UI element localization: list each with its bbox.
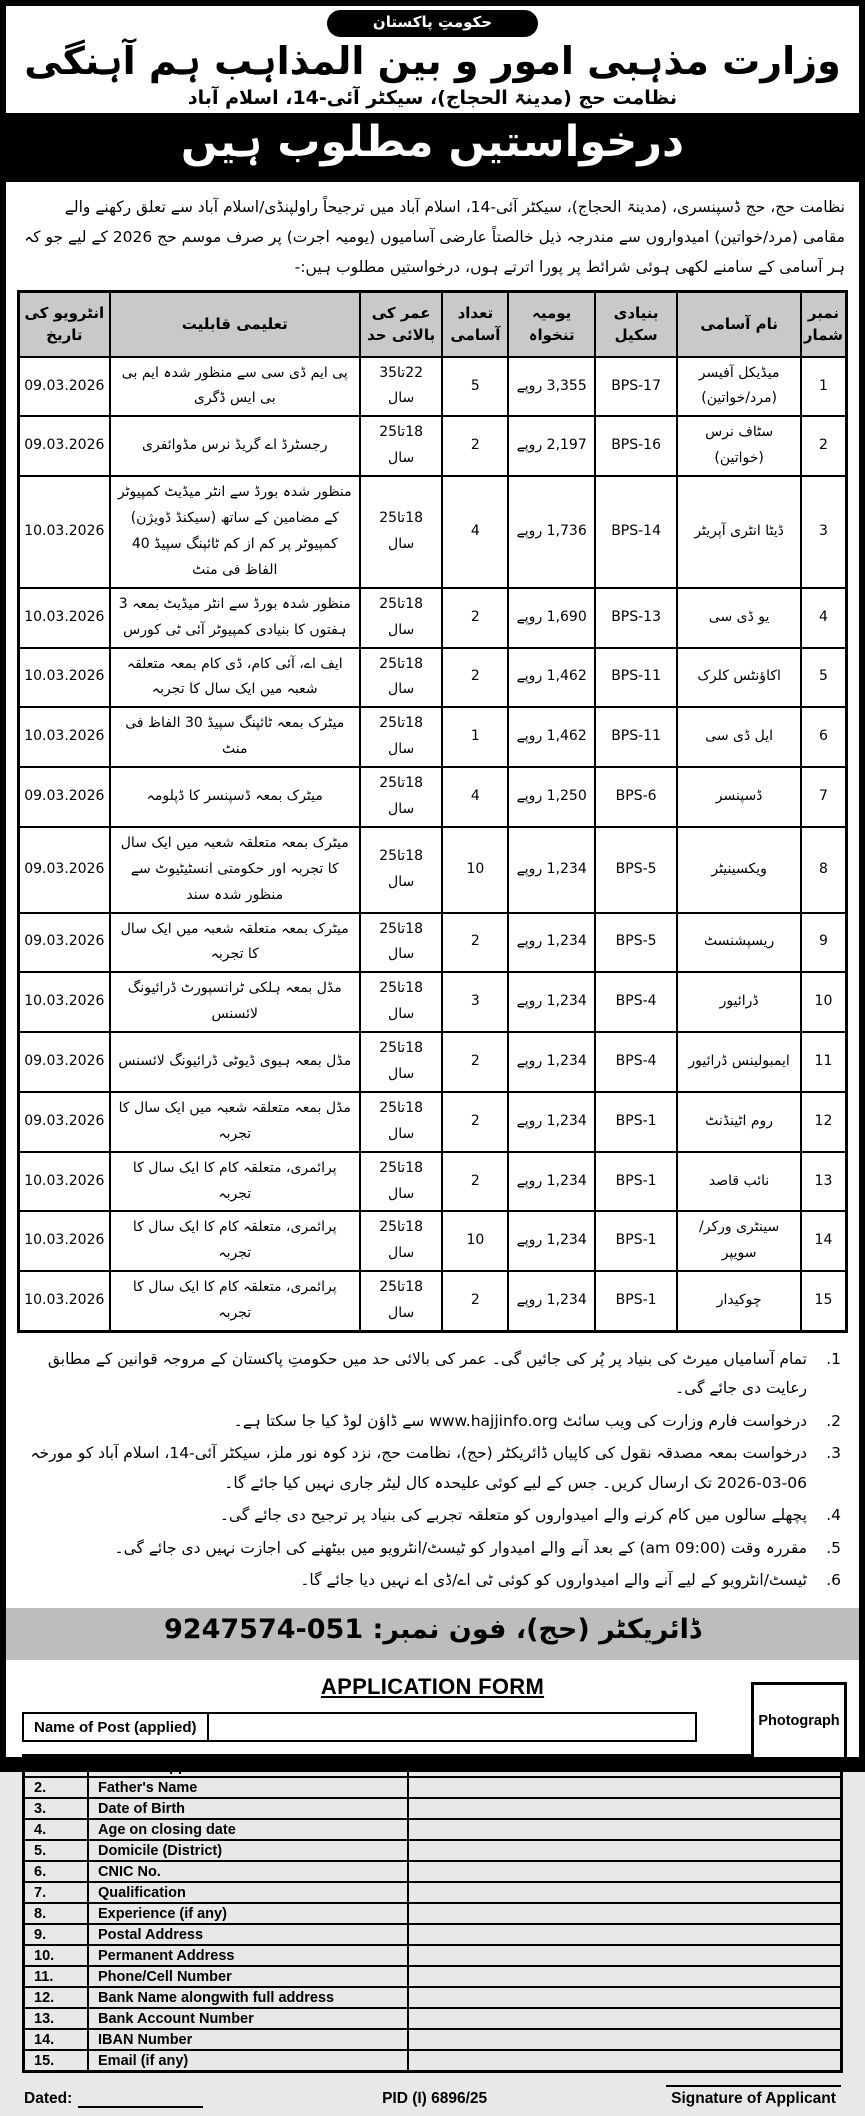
job-interview-date-cell: 10.03.2026 <box>19 707 110 767</box>
field-label: IBAN Number <box>88 2029 408 2050</box>
job-post-count-cell: 3 <box>442 972 508 1032</box>
job-qualification-cell: میٹرک بمعہ متعلقہ شعبہ میں ایک سال کا تجربہ اور حکومتی انسٹیٹیوٹ سے منظور شدہ سند <box>110 827 360 913</box>
form-field-row <box>24 1819 842 1840</box>
field-blank-value <box>408 1987 842 2008</box>
job-post-name-cell: ریسپشنسٹ <box>677 913 801 973</box>
note-text: درخواست فارم وزارت کی ویب سائٹ www.hajjinfo.org سے ڈاؤن لوڈ کیا جا سکتا ہے۔ <box>233 1411 807 1430</box>
job-basic-scale-cell: BPS-1 <box>595 1152 677 1212</box>
job-age-limit-cell: 18تا25 سال <box>360 1032 442 1092</box>
govt-pakistan-badge: حکومتِ پاکستان <box>327 10 538 37</box>
job-interview-date-cell: 10.03.2026 <box>19 588 110 648</box>
job-qualification-cell: مڈل بمعہ ہیوی ڈیوٹی ڈرائیونگ لائسنس <box>110 1032 360 1092</box>
job-serial-cell: 13 <box>801 1152 847 1212</box>
job-qualification-cell: پی ایم ڈی سی سے منظور شدہ ایم بی بی ایس ڈگری <box>110 357 360 417</box>
col-header-interview-date: انٹرویو کی تاریخ <box>19 291 110 357</box>
note-number: 5. <box>826 1538 841 1557</box>
field-number: 15. <box>24 2050 89 2072</box>
job-basic-scale-cell: BPS-11 <box>595 707 677 767</box>
col-header-post-name: نام آسامی <box>677 291 801 357</box>
field-number: 13. <box>24 2008 89 2029</box>
note-text: پچھلے سالوں میں کام کرنے والے امیدواروں کو متعلقہ تجربے کی بنیاد پر ترجیح دی جائے گی۔ <box>219 1506 807 1525</box>
form-field-row <box>24 2008 842 2029</box>
field-label: Date of Birth <box>88 1798 408 1819</box>
job-post-name-cell: یو ڈی سی <box>677 588 801 648</box>
form-field-row <box>24 1882 842 1903</box>
job-post-name-cell: میڈیکل آفیسر (مرد/خواتین) <box>677 357 801 417</box>
job-post-count-cell: 2 <box>442 588 508 648</box>
job-interview-date-cell: 10.03.2026 <box>19 1152 110 1212</box>
col-header-serial: نمبر شمار <box>801 291 847 357</box>
job-basic-scale-cell: BPS-6 <box>595 767 677 827</box>
col-header-basic-scale: بنیادی سکیل <box>595 291 677 357</box>
note-item <box>26 1345 841 1404</box>
job-daily-salary-cell: 1,234 روپے <box>508 1032 594 1092</box>
job-age-limit-cell: 18تا25 سال <box>360 972 442 1032</box>
field-number: 6. <box>24 1861 89 1882</box>
job-qualification-cell: پرائمری، متعلقہ کام کا ایک سال کا تجربہ <box>110 1152 360 1212</box>
job-daily-salary-cell: 1,736 روپے <box>508 476 594 588</box>
advertisement-header <box>6 6 859 113</box>
job-qualification-cell: میٹرک بمعہ متعلقہ شعبہ میں ایک سال کا تجربہ <box>110 913 360 973</box>
job-age-limit-cell: 18تا25 سال <box>360 1211 442 1271</box>
job-row <box>19 416 847 476</box>
field-blank-value <box>408 2050 842 2072</box>
note-item <box>26 1439 841 1498</box>
job-post-name-cell: ایمبولینس ڈرائیور <box>677 1032 801 1092</box>
job-serial-cell: 2 <box>801 416 847 476</box>
field-blank-value <box>408 2008 842 2029</box>
signature-label: Signature of Applicant <box>671 2090 836 2108</box>
notes-list <box>6 1339 859 1601</box>
job-qualification-cell: مڈل بمعہ ہلکی ٹرانسپورٹ ڈرائیونگ لائسنس <box>110 972 360 1032</box>
field-label: Experience (if any) <box>88 1903 408 1924</box>
job-interview-date-cell: 09.03.2026 <box>19 1032 110 1092</box>
job-serial-cell: 5 <box>801 648 847 708</box>
job-qualification-cell: پرائمری، متعلقہ کام کا ایک سال کا تجربہ <box>110 1211 360 1271</box>
job-age-limit-cell: 18تا25 سال <box>360 648 442 708</box>
job-basic-scale-cell: BPS-17 <box>595 357 677 417</box>
job-post-count-cell: 2 <box>442 1152 508 1212</box>
note-text: درخواست بمعہ مصدقہ نقول کی کاپیاں ڈائریکٹر (حج)، نظامت حج، نزد کوہ نور ملز، سیکٹر آئی-14، اسلام آباد کو مورخہ 06-03-2026 تک ارسال کریں۔ جس کے لیے کوئی علیحدہ کال لیٹر جاری نہیں کیا جائے گا۔ <box>30 1444 807 1492</box>
field-label: Permanent Address <box>88 1945 408 1966</box>
field-number: 9. <box>24 1924 89 1945</box>
form-field-row <box>24 2029 842 2050</box>
note-number: 2. <box>826 1411 841 1430</box>
job-row <box>19 767 847 827</box>
note-number: 3. <box>826 1444 841 1463</box>
post-applied-label: Name of Post (applied) <box>24 1714 209 1740</box>
job-interview-date-cell: 09.03.2026 <box>19 357 110 417</box>
job-basic-scale-cell: BPS-1 <box>595 1271 677 1331</box>
job-serial-cell: 12 <box>801 1092 847 1152</box>
job-qualification-cell: منظور شدہ بورڈ سے انٹر میڈیٹ بمعہ 3 ہفتوں کا بنیادی کمپیوٹر آئی ٹی کورس <box>110 588 360 648</box>
field-blank-value <box>408 1798 842 1819</box>
field-blank-value <box>408 1882 842 1903</box>
job-interview-date-cell: 09.03.2026 <box>19 913 110 973</box>
post-applied-blank-field <box>209 1714 695 1740</box>
form-field-row <box>24 2050 842 2072</box>
job-interview-date-cell: 10.03.2026 <box>19 972 110 1032</box>
field-label: Domicile (District) <box>88 1840 408 1861</box>
job-post-count-cell: 5 <box>442 357 508 417</box>
job-serial-cell: 11 <box>801 1032 847 1092</box>
job-age-limit-cell: 18تا25 سال <box>360 707 442 767</box>
job-daily-salary-cell: 1,234 روپے <box>508 1211 594 1271</box>
field-blank-value <box>408 1840 842 1861</box>
job-qualification-cell: میٹرک بمعہ ڈسپنسر کا ڈپلومہ <box>110 767 360 827</box>
job-post-count-cell: 4 <box>442 476 508 588</box>
job-daily-salary-cell: 1,462 روپے <box>508 707 594 767</box>
job-age-limit-cell: 18تا25 سال <box>360 476 442 588</box>
job-serial-cell: 9 <box>801 913 847 973</box>
col-header-qualification: تعلیمی قابلیت <box>110 291 360 357</box>
pid-number: PID (I) 6896/25 <box>382 2090 488 2108</box>
job-post-count-cell: 4 <box>442 767 508 827</box>
job-row <box>19 707 847 767</box>
job-post-name-cell: ڈسپنسر <box>677 767 801 827</box>
job-row <box>19 827 847 913</box>
note-number: 4. <box>826 1506 841 1525</box>
job-serial-cell: 1 <box>801 357 847 417</box>
field-number: 4. <box>24 1819 89 1840</box>
field-number: 11. <box>24 1966 89 1987</box>
field-number: 1. <box>24 1756 89 1778</box>
job-daily-salary-cell: 1,250 روپے <box>508 767 594 827</box>
job-qualification-cell: میٹرک بمعہ ٹائپنگ سپیڈ 30 الفاظ فی منٹ <box>110 707 360 767</box>
job-post-count-cell: 1 <box>442 707 508 767</box>
field-blank-value <box>408 1819 842 1840</box>
field-blank-value <box>408 1966 842 1987</box>
job-post-count-cell: 2 <box>442 1032 508 1092</box>
field-label: Email (if any) <box>88 2050 408 2072</box>
note-number: 6. <box>826 1571 841 1590</box>
job-post-count-cell: 2 <box>442 913 508 973</box>
job-row <box>19 1032 847 1092</box>
field-label: Qualification <box>88 1882 408 1903</box>
job-row <box>19 1211 847 1271</box>
form-field-row <box>24 1777 842 1798</box>
job-daily-salary-cell: 1,234 روپے <box>508 827 594 913</box>
job-post-count-cell: 2 <box>442 1092 508 1152</box>
job-daily-salary-cell: 1,234 روپے <box>508 1152 594 1212</box>
form-footer <box>6 2073 859 2116</box>
job-daily-salary-cell: 1,234 روپے <box>508 972 594 1032</box>
form-field-row <box>24 1756 842 1778</box>
job-interview-date-cell: 09.03.2026 <box>19 767 110 827</box>
job-row <box>19 648 847 708</box>
jobs-table <box>17 290 848 1333</box>
job-post-name-cell: ویکسینیٹر <box>677 827 801 913</box>
job-post-count-cell: 2 <box>442 1271 508 1331</box>
job-post-name-cell: نائب قاصد <box>677 1152 801 1212</box>
field-number: 14. <box>24 2029 89 2050</box>
job-serial-cell: 3 <box>801 476 847 588</box>
application-fields-table <box>22 1754 843 2073</box>
job-age-limit-cell: 22تا35 سال <box>360 357 442 417</box>
job-row <box>19 588 847 648</box>
job-qualification-cell: منظور شدہ بورڈ سے انٹر میڈیٹ کمپیوٹر کے مضامین کے ساتھ (سیکنڈ ڈویژن) کمپیوٹر پر کم از کم ٹائپنگ سپیڈ 40 الفاظ فی منٹ <box>110 476 360 588</box>
job-age-limit-cell: 18تا25 سال <box>360 767 442 827</box>
col-header-daily-salary: یومیہ تنخواہ <box>508 291 594 357</box>
field-label: CNIC No. <box>88 1861 408 1882</box>
director-phone-band: ڈائریکٹر (حج)، فون نمبر: 051-9247574 <box>6 1608 859 1660</box>
job-serial-cell: 8 <box>801 827 847 913</box>
job-daily-salary-cell: 1,462 روپے <box>508 648 594 708</box>
advertisement-body <box>6 6 859 2108</box>
field-number: 10. <box>24 1945 89 1966</box>
job-qualification-cell: ایف اے، آئی کام، ڈی کام بمعہ متعلقہ شعبہ میں ایک سال کا تجربہ <box>110 648 360 708</box>
field-blank-value <box>408 2029 842 2050</box>
job-age-limit-cell: 18تا25 سال <box>360 1152 442 1212</box>
field-number: 8. <box>24 1903 89 1924</box>
col-header-age-limit: عمر کی بالائی حد <box>360 291 442 357</box>
form-field-row <box>24 1798 842 1819</box>
job-row <box>19 913 847 973</box>
job-row <box>19 1092 847 1152</box>
job-basic-scale-cell: BPS-16 <box>595 416 677 476</box>
job-serial-cell: 10 <box>801 972 847 1032</box>
job-basic-scale-cell: BPS-1 <box>595 1211 677 1271</box>
job-qualification-cell: پرائمری، متعلقہ کام کا ایک سال کا تجربہ <box>110 1271 360 1331</box>
field-label: Phone/Cell Number <box>88 1966 408 1987</box>
job-serial-cell: 7 <box>801 767 847 827</box>
job-qualification-cell: مڈل بمعہ متعلقہ شعبہ میں ایک سال کا تجربہ <box>110 1092 360 1152</box>
field-number: 3. <box>24 1798 89 1819</box>
job-daily-salary-cell: 1,234 روپے <box>508 1092 594 1152</box>
job-age-limit-cell: 18تا25 سال <box>360 416 442 476</box>
applications-invited-banner: درخواستیں مطلوب ہیں <box>6 113 859 182</box>
job-serial-cell: 6 <box>801 707 847 767</box>
intro-paragraph: نظامت حج، حج ڈسپنسری، (مدینۃ الحجاج)، سیکٹر آئی-14، اسلام آباد میں ترجیحاً راولپنڈی/اسلام آباد سے تعلق رکھنے والے مقامی (مرد/خواتین) امیدواروں سے مندرجہ ذیل خالصتاً عارضی آسامیوں (یومیہ اجرت) پر صرف موسم حج 2026 کے لیے جو کہ ہر آسامی کے سامنے لکھی ہوئی شرائط پر پورا اترتے ہوں، درخواستیں مطلوب ہیں:- <box>24 197 845 277</box>
job-basic-scale-cell: BPS-5 <box>595 827 677 913</box>
job-basic-scale-cell: BPS-1 <box>595 1092 677 1152</box>
dated-blank-line <box>78 2092 203 2108</box>
field-number: 2. <box>24 1777 89 1798</box>
job-row <box>19 476 847 588</box>
job-post-count-cell: 2 <box>442 416 508 476</box>
job-row <box>19 972 847 1032</box>
dated-row <box>24 2090 203 2108</box>
job-age-limit-cell: 18تا25 سال <box>360 1271 442 1331</box>
job-basic-scale-cell: BPS-14 <box>595 476 677 588</box>
job-post-count-cell: 2 <box>442 648 508 708</box>
job-interview-date-cell: 10.03.2026 <box>19 1271 110 1331</box>
field-blank-value <box>408 1777 842 1798</box>
note-number: 1. <box>826 1349 841 1368</box>
field-label: Name of Applicant <box>88 1756 408 1778</box>
job-daily-salary-cell: 1,234 روپے <box>508 1271 594 1331</box>
field-label: Postal Address <box>88 1924 408 1945</box>
job-age-limit-cell: 18تا25 سال <box>360 827 442 913</box>
note-item <box>26 1566 841 1595</box>
job-row <box>19 357 847 417</box>
form-field-row <box>24 1840 842 1861</box>
job-post-name-cell: چوکیدار <box>677 1271 801 1331</box>
job-daily-salary-cell: 2,197 روپے <box>508 416 594 476</box>
field-number: 12. <box>24 1987 89 2008</box>
note-item <box>26 1407 841 1436</box>
field-label: Bank Account Number <box>88 2008 408 2029</box>
ministry-title: وزارت مذہبی امور و بین المذاہب ہم آہنگی <box>24 39 841 83</box>
field-blank-value <box>408 1903 842 1924</box>
job-post-name-cell: سینٹری ورکر/سویپر <box>677 1211 801 1271</box>
form-field-row <box>24 1966 842 1987</box>
job-daily-salary-cell: 3,355 روپے <box>508 357 594 417</box>
application-form-title: APPLICATION FORM <box>320 1674 545 1700</box>
job-age-limit-cell: 18تا25 سال <box>360 588 442 648</box>
job-basic-scale-cell: BPS-4 <box>595 1032 677 1092</box>
application-form-section <box>6 1660 859 2073</box>
job-serial-cell: 14 <box>801 1211 847 1271</box>
job-daily-salary-cell: 1,234 روپے <box>508 913 594 973</box>
job-serial-cell: 15 <box>801 1271 847 1331</box>
job-post-name-cell: ڈیٹا انٹری آپریٹر <box>677 476 801 588</box>
note-text: مقررہ وقت (09:00 am) کے بعد آنے والے امیدوار کو ٹیسٹ/انٹرویو میں بیٹھنے کی اجازت نہیں دی جائے گی۔ <box>114 1538 807 1557</box>
job-post-count-cell: 10 <box>442 827 508 913</box>
job-age-limit-cell: 18تا25 سال <box>360 913 442 973</box>
note-text: ٹیسٹ/انٹرویو کے لیے آنے والے امیدواروں کو کوئی ٹی اے/ڈی اے نہیں دیا جائے گا۔ <box>300 1571 807 1590</box>
job-interview-date-cell: 09.03.2026 <box>19 416 110 476</box>
job-post-count-cell: 10 <box>442 1211 508 1271</box>
form-field-row <box>24 1987 842 2008</box>
job-basic-scale-cell: BPS-4 <box>595 972 677 1032</box>
dated-label: Dated: <box>24 2090 73 2108</box>
job-post-name-cell: روم اٹینڈنٹ <box>677 1092 801 1152</box>
job-interview-date-cell: 10.03.2026 <box>19 476 110 588</box>
jobs-table-header-row <box>19 291 847 357</box>
job-interview-date-cell: 09.03.2026 <box>19 1092 110 1152</box>
field-label: Age on closing date <box>88 1819 408 1840</box>
post-applied-row <box>22 1712 697 1742</box>
job-interview-date-cell: 10.03.2026 <box>19 648 110 708</box>
field-blank-value <box>408 1945 842 1966</box>
form-field-row <box>24 1924 842 1945</box>
job-age-limit-cell: 18تا25 سال <box>360 1092 442 1152</box>
job-post-name-cell: سٹاف نرس (خواتین) <box>677 416 801 476</box>
job-basic-scale-cell: BPS-11 <box>595 648 677 708</box>
job-row <box>19 1152 847 1212</box>
job-row <box>19 1271 847 1331</box>
form-field-row <box>24 1945 842 1966</box>
job-interview-date-cell: 10.03.2026 <box>19 1211 110 1271</box>
job-post-name-cell: اکاؤنٹس کلرک <box>677 648 801 708</box>
job-post-name-cell: ایل ڈی سی <box>677 707 801 767</box>
job-qualification-cell: رجسٹرڈ اے گریڈ نرس مڈوائفری <box>110 416 360 476</box>
signature-block <box>666 2085 841 2108</box>
note-text: تمام آسامیاں میرٹ کی بنیاد پر پُر کی جائیں گی۔ عمر کی بالائی حد میں حکومتِ پاکستان کے مروجہ قوانین کے مطابق رعایت دی جائے گی۔ <box>47 1349 807 1398</box>
photograph-box: Photograph <box>751 1682 847 1760</box>
field-number: 5. <box>24 1840 89 1861</box>
job-interview-date-cell: 09.03.2026 <box>19 827 110 913</box>
form-field-row <box>24 1861 842 1882</box>
note-item <box>26 1501 841 1530</box>
note-item <box>26 1534 841 1563</box>
job-basic-scale-cell: BPS-13 <box>595 588 677 648</box>
directorate-subtitle: نظامت حج (مدینۃ الحجاج)، سیکٹر آئی-14، اسلام آباد <box>187 86 678 109</box>
form-field-row <box>24 1903 842 1924</box>
job-basic-scale-cell: BPS-5 <box>595 913 677 973</box>
job-serial-cell: 4 <box>801 588 847 648</box>
field-label: Bank Name alongwith full address <box>88 1987 408 2008</box>
job-daily-salary-cell: 1,690 روپے <box>508 588 594 648</box>
field-blank-value <box>408 1924 842 1945</box>
job-post-name-cell: ڈرائیور <box>677 972 801 1032</box>
field-number: 7. <box>24 1882 89 1903</box>
field-blank-value <box>408 1861 842 1882</box>
col-header-post-count: تعداد آسامی <box>442 291 508 357</box>
signature-line <box>666 2085 841 2087</box>
field-label: Father's Name <box>88 1777 408 1798</box>
